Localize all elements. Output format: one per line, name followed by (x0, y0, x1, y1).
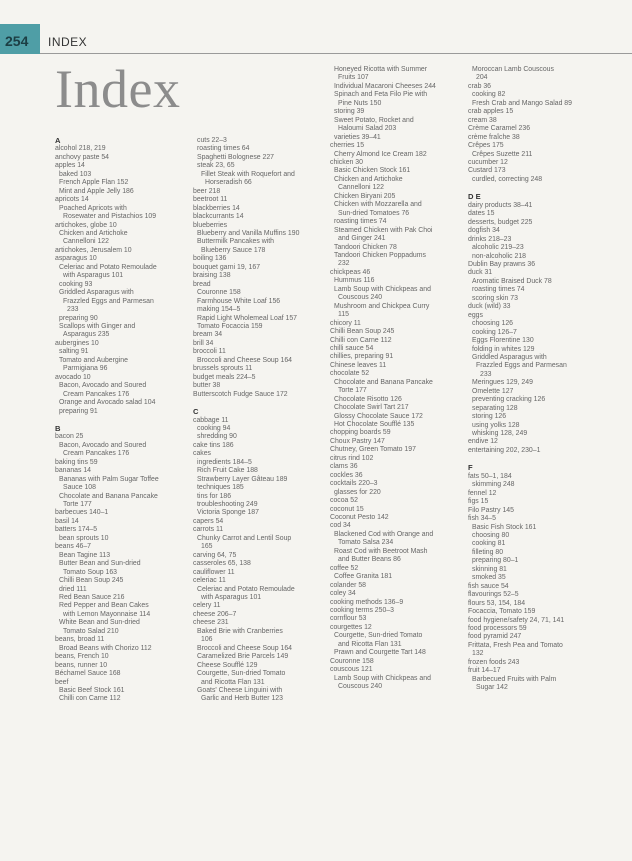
index-entry: coley 34 (330, 590, 356, 598)
index-entry: techniques 185 (197, 484, 244, 492)
index-entry: cocktails 220–3 (330, 480, 378, 488)
index-entry: butter 38 (193, 382, 221, 390)
index-entry: Chilli con Carne 112 (330, 336, 392, 344)
index-entry: fats 50–1, 184 (468, 472, 512, 480)
index-entry: Fresh Crab and Mango Salad 89 (472, 99, 572, 107)
index-entry: Griddled Asparagus with (472, 353, 547, 361)
index-entry: citrus rind 102 (330, 454, 374, 462)
index-entry: carrots 11 (193, 526, 224, 534)
index-entry: casseroles 65, 138 (193, 560, 251, 568)
index-entry: Eggs Florentine 130 (472, 337, 534, 345)
index-entry: Chocolate and Banana Pancake (59, 492, 158, 500)
index-entry: making 154–5 (197, 306, 241, 314)
index-entry: Spaghetti Bolognese 227 (197, 153, 275, 161)
index-entry: Parmigiana 96 (63, 365, 108, 373)
index-entry: Fillet Steak with Roquefort and (201, 170, 295, 178)
index-entry: Chilli Bean Soup 245 (330, 328, 395, 336)
index-entry: Blueberry and Vanilla Muffins 190 (197, 229, 300, 237)
index-entry: brill 34 (193, 339, 214, 347)
index-entry: Sun-dried Tomatoes 76 (338, 209, 410, 217)
index-entry: Spinach and Feta Filo Pie with (334, 91, 428, 99)
index-entry: preparing 90 (59, 314, 98, 322)
index-entry: Cannelloni 122 (338, 184, 384, 192)
index-entry: Tomato Salad 210 (63, 627, 119, 635)
index-entry: food pyramid 247 (468, 633, 522, 641)
index-entry: and Butter Beans 86 (338, 556, 401, 564)
index-entry: apricots 14 (55, 196, 89, 204)
index-entry: alcohol 218, 219 (55, 145, 106, 153)
index-entry: Horseradish 66 (205, 179, 252, 187)
index-entry: beef (55, 678, 69, 686)
index-entry: blackberries 14 (193, 204, 240, 212)
index-entry: Chunky Carrot and Lentil Soup (197, 534, 292, 542)
index-entry: chicory 11 (330, 319, 361, 327)
index-entry: 204 (476, 74, 488, 82)
index-entry: beans, French 10 (55, 653, 109, 661)
header-rule (40, 53, 632, 54)
index-entry: Tandoori Chicken Poppadums (334, 251, 426, 259)
index-entry: storing 126 (472, 413, 507, 421)
index-entry: cream 38 (468, 116, 497, 124)
index-entry: carving 64, 75 (193, 551, 237, 559)
index-entry: Courgette, Sun-dried Tomato (197, 670, 286, 678)
index-entry: Torte 177 (63, 501, 92, 509)
index-entry: filleting 80 (472, 548, 504, 556)
index-entry: curdled, correcting 248 (472, 175, 543, 183)
index-entry: Blueberry Sauce 178 (201, 246, 266, 254)
index-entry: duck 31 (468, 269, 493, 277)
index-entry: cooking methods 136–9 (330, 598, 404, 606)
index-entry: roasting times 64 (197, 145, 250, 153)
index-entry: Aromatic Braised Duck 78 (472, 277, 552, 285)
index-entry: ingredients 184–5 (197, 458, 252, 466)
index-entry: fennel 12 (468, 489, 497, 497)
index-entry: celeriac 11 (193, 577, 226, 585)
index-entry: 233 (480, 370, 492, 378)
index-entry: storing 39 (334, 108, 365, 116)
index-entry: French Apple Flan 152 (59, 179, 129, 187)
index-entry: Butterscotch Fudge Sauce 172 (193, 390, 288, 398)
index-entry: beer 218 (193, 187, 221, 195)
index-entry: Choux Pastry 147 (330, 437, 385, 445)
index-entry: crab apples 15 (468, 108, 514, 116)
index-entry: Basic Beef Stock 161 (59, 687, 125, 694)
index-entry: Meringues 129, 249 (472, 379, 533, 387)
index-entry: bean sprouts 10 (59, 534, 109, 542)
index-entry: Cheese Soufflé 129 (197, 661, 258, 669)
index-entry: Roast Cod with Beetroot Mash (334, 547, 428, 555)
index-entry: glasses for 220 (334, 488, 381, 496)
index-entry: Couscous 240 (338, 683, 383, 691)
index-entry: Tandoori Chicken 78 (334, 243, 397, 251)
index-entry: dates 15 (468, 210, 495, 218)
index-entry: cooking 94 (197, 424, 231, 432)
index-entry: food processors 59 (468, 625, 527, 632)
index-entry: asparagus 10 (55, 255, 97, 263)
index-entry: smoked 35 (472, 574, 506, 582)
index-entry: Steamed Chicken with Pak Choi (334, 226, 433, 234)
index-entry: Lamb Soup with Chickpeas and (334, 285, 431, 293)
index-entry: Griddled Asparagus with (59, 289, 134, 297)
index-entry: salting 91 (59, 348, 89, 356)
index-entry: non-alcoholic 218 (472, 252, 527, 260)
index-entry: Celeriac and Potato Remoulade (197, 585, 295, 593)
index-entry: Victoria Sponge 187 (197, 509, 259, 517)
index-column-2 (193, 137, 299, 704)
index-entry: Red Pepper and Bean Cakes (59, 602, 149, 610)
index-entry: Bean Tagine 113 (59, 551, 111, 559)
index-entry: Chicken Biryani 205 (334, 192, 396, 200)
index-entry: Mint and Apple Jelly 186 (59, 187, 134, 195)
index-entry: Chocolate Swirl Tart 217 (334, 404, 409, 412)
index-entry: avocado 10 (55, 373, 91, 381)
index-entry: dried 111 (59, 585, 87, 593)
index-entry: cooking 126–7 (472, 328, 517, 336)
index-entry: clams 36 (330, 463, 358, 471)
index-entry: Chilli Bean Soup 245 (59, 577, 124, 585)
index-entry: Chilli con Carne 112 (59, 695, 121, 703)
index-entry: Broccoli and Cheese Soup 164 (197, 644, 293, 652)
index-entry: chocolate 52 (330, 370, 370, 378)
index-entry: folding in whites 129 (472, 345, 535, 353)
index-entry: Cannelloni 122 (63, 238, 109, 246)
index-entry: Orange and Avocado salad 104 (59, 399, 156, 407)
index-entry: bouquet garni 19, 167 (193, 263, 261, 271)
index-entry: Bacon, Avocado and Soured (59, 441, 147, 449)
index-entry: Coffee Granita 181 (334, 573, 393, 581)
index-entry: cockles 36 (330, 471, 363, 479)
index-entry: Pine Nuts 150 (338, 99, 382, 107)
index-entry: cooking 93 (59, 280, 93, 288)
index-entry: Fruits 107 (338, 74, 369, 82)
index-entry: varieties 39–41 (334, 133, 381, 141)
index-entry: Chicken with Mozzarella and (334, 201, 422, 209)
index-entry: cooking 82 (472, 91, 506, 99)
index-entry: whisking 128, 249 (472, 430, 528, 438)
index-entry: Hot Chocolate Soufflé 135 (334, 421, 415, 429)
index-entry: Cream Pancakes 176 (63, 390, 130, 398)
index-entry: 165 (201, 543, 213, 551)
index-entry: Butter Bean and Sun-dried (59, 560, 141, 568)
index-entry: Coconut Pesto 142 (330, 514, 389, 522)
index-entry: roasting times 74 (334, 218, 387, 226)
index-entry: entertaining 202, 230–1 (468, 446, 541, 454)
index-entry: preparing 80–1 (472, 557, 519, 565)
index-entry: steak 23, 65 (197, 162, 235, 170)
index-letter-heading: C (193, 407, 199, 417)
index-entry: Cream Pancakes 176 (63, 450, 130, 458)
index-entry: and Ricotta Flan 131 (201, 678, 265, 686)
section-gap (468, 455, 572, 464)
section-gap (55, 416, 159, 425)
index-entry: celery 11 (193, 602, 221, 610)
index-entry: Sugar 142 (476, 684, 508, 692)
index-entry: Rich Fruit Cake 188 (197, 467, 258, 475)
index-entry: cocoa 52 (330, 497, 358, 505)
index-entry: Scallops with Ginger and (59, 322, 136, 330)
index-entry: with Asparagus 101 (201, 594, 262, 602)
index-letter-heading: F (468, 463, 473, 473)
index-entry: Chinese leaves 11 (330, 361, 387, 369)
index-entry: Buttermilk Pancakes with (197, 238, 274, 246)
index-entry: alcoholic 219–23 (472, 244, 524, 252)
index-entry: desserts, budget 225 (468, 218, 533, 226)
index-entry: coffee 52 (330, 564, 359, 572)
index-entry: 233 (67, 306, 79, 314)
index-entry: 232 (338, 260, 350, 268)
index-entry: Barbecued Fruits with Palm (472, 675, 557, 683)
index-entry: chickpeas 46 (330, 268, 371, 276)
index-entry: White Bean and Sun-dried (59, 619, 140, 627)
index-entry: Glossy Chocolate Sauce 172 (334, 412, 423, 420)
index-entry: 106 (201, 636, 213, 644)
index-column-4 (468, 66, 572, 693)
index-entry: Mushroom and Chickpea Curry (334, 302, 430, 310)
index-entry: Basic Chicken Stock 161 (334, 167, 411, 175)
index-entry: Couscous 240 (338, 294, 383, 302)
index-entry: skinning 81 (472, 565, 507, 573)
index-entry: cucumber 12 (468, 158, 508, 166)
index-entry: Omelette 127 (472, 387, 514, 395)
running-head: INDEX (48, 35, 88, 49)
index-entry: basil 14 (55, 517, 79, 525)
index-entry: Sauce 108 (63, 484, 96, 492)
index-entry: Chicken and Artichoke (334, 175, 403, 183)
index-entry: Custard 173 (468, 167, 506, 175)
index-entry: Lamb Soup with Chickpeas and (334, 674, 431, 682)
index-entry: cherries 15 (330, 142, 365, 150)
index-entry: artichokes, globe 10 (55, 221, 117, 229)
index-entry: chillies, preparing 91 (330, 353, 394, 361)
index-entry: skimming 248 (472, 481, 515, 489)
index-entry: cakes (193, 450, 212, 458)
index-entry: scoring skin 73 (472, 294, 518, 302)
index-entry: Chicken and Artichoke (59, 229, 128, 237)
index-entry: Tomato Focaccia 159 (197, 322, 263, 330)
index-entry: crab 36 (468, 82, 491, 90)
index-entry: Farmhouse White Loaf 156 (197, 297, 281, 305)
index-column-1 (55, 137, 159, 704)
index-entry: Goats' Cheese Linguini with (197, 687, 283, 694)
index-entry: endive 12 (468, 438, 498, 446)
index-entry: cauliflower 11 (193, 568, 235, 576)
index-entry: beans 46–7 (55, 543, 92, 551)
index-entry: boiling 136 (193, 255, 227, 263)
index-entry: Frazzled Eggs and Parmesan (63, 297, 154, 305)
index-entry: eggs (468, 311, 483, 319)
index-entry: Haloumi Salad 203 (338, 125, 397, 133)
page-number: 254 (5, 33, 29, 49)
index-entry: crème fraîche 38 (468, 133, 520, 141)
index-entry: dogfish 34 (468, 227, 500, 235)
index-entry: Honeyed Ricotta with Summer (334, 66, 428, 73)
index-entry: Prawn and Courgette Tart 148 (334, 649, 426, 657)
index-entry: figs 15 (468, 498, 489, 506)
index-entry: Broccoli and Cheese Soup 164 (197, 356, 293, 364)
index-entry: Tomato Soup 163 (63, 568, 118, 576)
index-entry: Chocolate Risotto 126 (334, 395, 402, 403)
index-entry: Broad Beans with Chorizo 112 (59, 644, 152, 652)
index-entry: 115 (338, 311, 349, 319)
index-entry: Bacon, Avocado and Soured (59, 382, 147, 390)
index-entry: Individual Macaroni Cheeses 244 (334, 82, 436, 90)
index-entry: with Asparagus 101 (63, 272, 124, 280)
index-entry: food hygiene/safety 24, 71, 141 (468, 616, 565, 624)
index-entry: cheese 231 (193, 619, 229, 627)
index-entry: beans, broad 11 (55, 636, 105, 644)
index-entry: Crème Caramel 236 (468, 125, 531, 133)
index-entry: Frittata, Fresh Pea and Tomato (468, 641, 563, 649)
index-entry: fish 34–5 (468, 515, 496, 523)
index-entry: Chocolate and Banana Pancake (334, 378, 433, 386)
index-entry: Hummus 116 (334, 277, 375, 285)
index-entry: cake tins 186 (193, 441, 234, 449)
index-entry: preventing cracking 126 (472, 396, 546, 404)
index-entry: coconut 15 (330, 505, 364, 513)
index-entry: aubergines 10 (55, 339, 99, 347)
index-entry: Rosewater and Pistachios 109 (63, 213, 157, 221)
index-entry: braising 138 (193, 272, 231, 280)
index-entry: Caramelized Brie Parcels 149 (197, 653, 289, 661)
index-entry: beetroot 11 (193, 196, 228, 204)
index-entry: Poached Apricots with (59, 204, 127, 212)
index-entry: and Ginger 241 (338, 235, 386, 243)
index-entry: Couronne 158 (197, 289, 241, 297)
index-entry: baked 103 (59, 170, 92, 178)
index-entry: separating 128 (472, 404, 518, 412)
index-entry: Crêpes Suzette 211 (472, 150, 533, 158)
index-entry: shredding 90 (197, 433, 237, 441)
index-entry: couscous 121 (330, 666, 373, 674)
index-entry: Béchamel Sauce 168 (55, 670, 121, 678)
index-entry: Torte 177 (338, 387, 367, 395)
index-entry: 132 (472, 650, 484, 658)
page-title: Index (55, 59, 181, 119)
index-letter-heading: B (55, 423, 61, 433)
index-entry: Baked Brie with Cranberries (197, 627, 283, 635)
index-entry: preparing 91 (59, 407, 98, 415)
index-entry: troubleshooting 249 (197, 501, 258, 509)
index-entry: fruit 14–17 (468, 667, 501, 675)
index-entry: dairy products 38–41 (468, 201, 533, 209)
section-gap (468, 184, 572, 193)
index-entry: cooking terms 250–3 (330, 607, 394, 614)
index-entry: beans, runner 10 (55, 661, 108, 669)
index-entry: Couronne 158 (330, 657, 374, 665)
index-entry: capers 54 (193, 517, 224, 525)
index-entry: Rapid Light Wholemeal Loaf 157 (197, 314, 297, 322)
index-entry: apples 14 (55, 162, 85, 170)
index-entry: cabbage 11 (193, 416, 229, 424)
index-entry: budget meals 224–5 (193, 373, 256, 381)
index-letter-heading: A (55, 136, 61, 145)
index-entry: flours 53, 154, 184 (468, 599, 526, 607)
index-entry: chicken 30 (330, 158, 363, 166)
index-entry: with Lemon Mayonnaise 114 (63, 610, 151, 618)
index-entry: colander 58 (330, 581, 367, 589)
index-entry: tins for 186 (197, 492, 232, 500)
index-entry: Frazzled Eggs and Parmesan (476, 362, 567, 370)
section-gap (193, 399, 299, 408)
index-entry: anchovy paste 54 (55, 153, 110, 161)
index-entry: using yolks 128 (472, 421, 520, 429)
index-entry: and Ricotta Flan 131 (338, 640, 402, 648)
index-entry: chopping boards 59 (330, 429, 391, 437)
index-entry: batters 174–5 (55, 526, 98, 534)
index-entry: duck (wild) 33 (468, 303, 511, 311)
index-entry: Dublin Bay prawns 36 (468, 260, 536, 268)
index-entry: blueberries (193, 221, 228, 229)
index-entry: Blackened Cod with Orange and (334, 530, 434, 538)
index-entry: Bananas with Palm Sugar Toffee (59, 475, 159, 483)
index-entry: cod 34 (330, 522, 351, 530)
index-entry: Tomato Salsa 234 (338, 539, 394, 547)
index-entry: courgettes 12 (330, 623, 372, 631)
index-entry: Tomato and Aubergine (59, 356, 128, 364)
index-entry: cooking 81 (472, 540, 506, 548)
index-entry: bream 34 (193, 331, 223, 339)
index-entry: drinks 218–23 (468, 235, 512, 243)
index-entry: cornflour 53 (330, 615, 367, 623)
index-entry: Asparagus 235 (63, 331, 110, 339)
index-entry: fish sauce 54 (468, 582, 509, 590)
index-entry: Moroccan Lamb Couscous (472, 66, 554, 73)
index-entry: bacon 25 (55, 433, 84, 441)
index-entry: Focaccia, Tomato 159 (468, 608, 536, 616)
index-entry: choosing 80 (472, 532, 510, 540)
index-entry: roasting times 74 (472, 286, 525, 294)
page-number-tab (0, 24, 40, 54)
index-entry: chilli sauce 54 (330, 344, 374, 352)
index-entry: Sweet Potato, Rocket and (334, 116, 414, 124)
index-entry: Basic Fish Stock 161 (472, 523, 537, 531)
index-entry: brussels sprouts 11 (193, 365, 253, 373)
index-entry: Filo Pastry 145 (468, 506, 514, 514)
index-entry: cuts 22–3 (197, 137, 227, 144)
index-entry: Red Bean Sauce 216 (59, 594, 125, 602)
index-entry: frozen foods 243 (468, 658, 520, 666)
index-entry: blackcurrants 14 (193, 213, 244, 221)
index-entry: artichokes, Jerusalem 10 (55, 246, 132, 254)
index-entry: Courgette, Sun-dried Tomato (334, 632, 423, 640)
index-entry: flavourings 52–5 (468, 591, 519, 599)
index-entry: bananas 14 (55, 467, 92, 475)
index-entry: Garlic and Herb Butter 123 (201, 695, 283, 703)
index-entry: Strawberry Layer Gâteau 189 (197, 475, 288, 483)
index-entry: Celeriac and Potato Remoulade (59, 263, 157, 271)
index-entry: cheese 206–7 (193, 610, 237, 618)
index-entry: Crêpes 175 (468, 142, 504, 150)
index-entry: baking tins 59 (55, 458, 98, 466)
index-letter-heading: D E (468, 192, 481, 202)
index-entry: barbecues 140–1 (55, 509, 109, 517)
index-column-3 (330, 66, 436, 692)
index-entry: bread (193, 280, 211, 288)
index-entry: choosing 126 (472, 320, 513, 328)
index-entry: Cherry Almond Ice Cream 182 (334, 150, 427, 158)
index-entry: Chutney, Green Tomato 197 (330, 446, 416, 454)
index-entry: broccoli 11 (193, 348, 226, 356)
